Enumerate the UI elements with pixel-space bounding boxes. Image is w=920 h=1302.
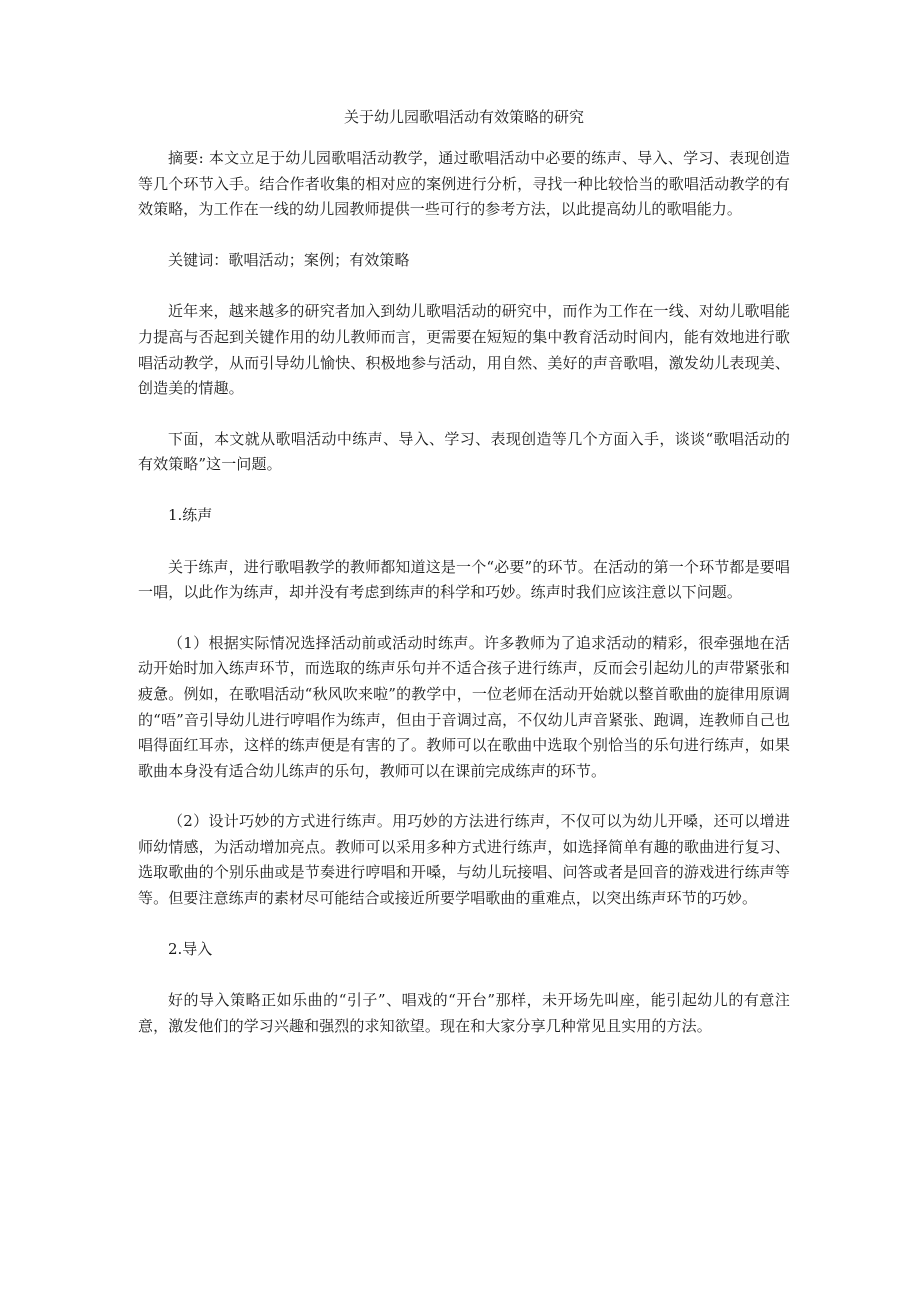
intro-paragraph-2: 下面，本文就从歌唱活动中练声、导入、学习、表现创造等几个方面入手，谈谈“歌唱活动的有效策略”这一问题。: [138, 429, 790, 474]
document-title: 关于幼儿园歌唱活动有效策略的研究: [343, 108, 584, 126]
section-1-point-1: （1）根据实际情况选择活动前或活动时练声。许多教师为了追求活动的精彩，很牵强地在活动开始时加入练声环节，而选取的练声乐句并不适合孩子进行练声，反而会引起幼儿的声带紧张和疲惫。例如，在歌唱活动“秋风吹来啦”的教学中，一位老师在活动开始就以整首歌曲的旋律用原调的“唔”音引导幼儿进行哼唱作为练声，但由于音调过高，不仅幼儿声音紧张、跑调，连教师自己也唱得面红耳赤，这样的练声便是有害的了。教师可以在歌曲中选取个别恰当的乐句进行练声，如果歌曲本身没有适合幼儿练声的乐句，教师可以在课前完成练声的环节。: [138, 633, 790, 780]
keywords-line: 关键词：歌唱活动；案例；有效策略: [168, 250, 410, 269]
intro-paragraph-1: 近年来，越来越多的研究者加入到幼儿歌唱活动的研究中，而作为工作在一线、对幼儿歌唱能力提高与否起到关键作用的幼儿教师而言，更需要在短短的集中教育活动时间内，能有效地进行歌唱活动教学，从而引导幼儿愉快、积极地参与活动，用自然、美好的声音歌唱，激发幼儿表现美、创造美的情趣。: [138, 302, 790, 398]
document-page: [138, 106, 790, 1064]
section-1-point-2: （2）设计巧妙的方式进行练声。用巧妙的方法进行练声，不仅可以为幼儿开嗓，还可以增进师幼情感，为活动增加亮点。教师可以采用多种方式进行练声，如选择简单有趣的歌曲进行复习、选取歌曲的个别乐曲或是节奏进行哼唱和开嗓，与幼儿玩接唱、问答或者是回音的游戏进行练声等等。但要注意练声的素材尽可能结合或接近所要学唱歌曲的重难点，以突出练声环节的巧妙。: [138, 812, 790, 908]
section-1-heading: 1.练声: [168, 505, 213, 524]
section-2-heading: 2.导入: [168, 939, 213, 958]
abstract-paragraph: 摘要: 本文立足于幼儿园歌唱活动教学，通过歌唱活动中必要的练声、导入、学习、表现创造等几个环节入手。结合作者收集的相对应的案例进行分析，寻找一种比较恰当的歌唱活动教学的有效策略，为工作在一线的幼儿园教师提供一些可行的参考方法，以此提高幼儿的歌唱能力。: [138, 149, 790, 219]
section-2-intro: 好的导入策略正如乐曲的“引子”、唱戏的“开台”那样，未开场先叫座，能引起幼儿的有意注意，激发他们的学习兴趣和强烈的求知欲望。现在和大家分享几种常见且实用的方法。: [138, 991, 790, 1035]
section-1-intro: 关于练声，进行歌唱教学的教师都知道这是一个“必要”的环节。在活动的第一个环节都是要唱一唱，以此作为练声，却并没有考虑到练声的科学和巧妙。练声时我们应该注意以下问题。: [138, 557, 790, 602]
